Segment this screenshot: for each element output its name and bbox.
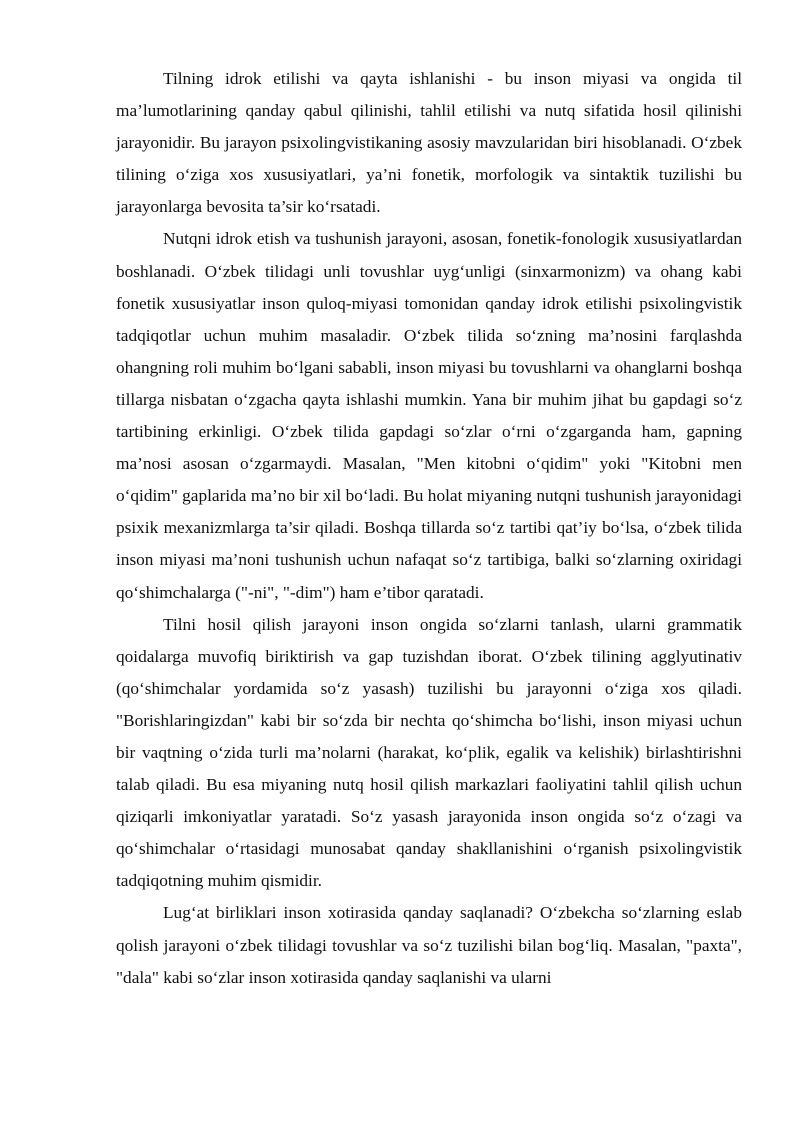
paragraph-1: Tilning idrok etilishi va qayta ishlanishi - bu inson miyasi va ongida til ma’lumotlarining qanday qabul qilinishi, tahlil etilishi va nutq sifatida hosil qilinishi jarayonidir. Bu jarayon psixolingvistikaning asosiy mavzularidan biri hisoblanadi. O‘zbek tilining o‘ziga xos xususiyatlari, ya’ni fonetik, morfologik va sintaktik tuzilishi bu jarayonlarga bevosita ta’sir ko‘rsatadi. bbox=[116, 69, 742, 217]
document-page bbox=[116, 63, 742, 994]
paragraph-4: Lug‘at birliklari inson xotirasida qanday saqlanadi? O‘zbekcha so‘zlarning eslab qolish jarayoni o‘zbek tilidagi tovushlar va so‘z tuzilishi bilan bog‘liq. Masalan, "paxta", "dala" kabi so‘zlar inson xotirasida qanday saqlanishi va ularni bbox=[116, 903, 742, 987]
paragraph-2: Nutqni idrok etish va tushunish jarayoni, asosan, fonetik-fonologik xususiyatlardan boshlanadi. O‘zbek tilidagi unli tovushlar uyg‘unligi (sinxarmonizm) va ohang kabi fonetik xususiyatlar inson quloq-miyasi tomonidan qanday idrok etilishi psixolingvistik tadqiqotlar uchun muhim masaladir. O‘zbek tilida so‘zning ma’nosini farqlashda ohangning roli muhim bo‘lgani sababli, inson miyasi bu tovushlarni va ohanglarni boshqa tillarga nisbatan o‘zgacha qayta ishlashi mumkin. Yana bir muhim jihat bu gapdagi so‘z tartibining erkinligi. O‘zbek tilida gapdagi so‘zlar o‘rni o‘zgarganda ham, gapning ma’nosi asosan o‘zgarmaydi. Masalan, "Men kitobni o‘qidim" yoki "Kitobni men o‘qidim" gaplarida ma’no bir xil bo‘ladi. Bu holat miyaning nutqni tushunish jarayonidagi psixik mexanizmlarga ta’sir qiladi. Boshqa tillarda so‘z tartibi qat’iy bo‘lsa, o‘zbek tilida inson miyasi ma’noni tushunish uchun nafaqat so‘z tartibiga, balki so‘zlarning oxiridagi qo‘shimchalarga ("-ni", "-dim") ham e’tibor qaratadi. bbox=[116, 229, 742, 602]
paragraph-3: Tilni hosil qilish jarayoni inson ongida so‘zlarni tanlash, ularni grammatik qoidalarga muvofiq biriktirish va gap tuzishdan iborat. O‘zbek tilining agglyutinativ (qo‘shimchalar yordamida so‘z yasash) tuzilishi bu jarayonni o‘ziga xos qiladi. "Borishlaringizdan" kabi bir so‘zda bir nechta qo‘shimcha bo‘lishi, inson miyasi uchun bir vaqtning o‘zida turli ma’nolarni (harakat, ko‘plik, egalik va kelishik) birlashtirishni talab qiladi. Bu esa miyaning nutq hosil qilish markazlari faoliyatini tahlil qilish uchun qiziqarli imkoniyatlar yaratadi. So‘z yasash jarayonida inson ongida so‘z o‘zagi va qo‘shimchalar o‘rtasidagi munosabat qanday shakllanishini o‘rganish psixolingvistik tadqiqotning muhim qismidir. bbox=[116, 614, 742, 891]
